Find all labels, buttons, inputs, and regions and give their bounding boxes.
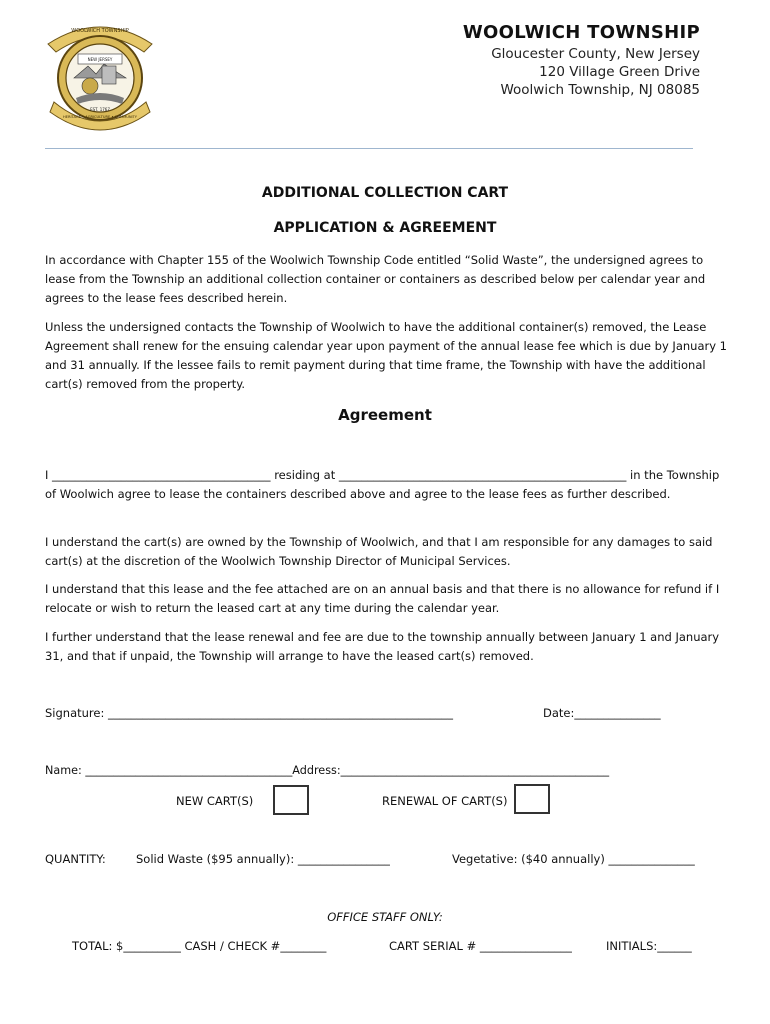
county-line: Gloucester County, New Jersey (491, 46, 700, 62)
agreement-heading: Agreement (338, 406, 432, 424)
header-divider (45, 148, 693, 149)
cart-serial-field[interactable]: CART SERIAL # ________________ (389, 939, 572, 953)
seal-year: EST. 1767 (90, 107, 110, 112)
total-payment-field[interactable]: TOTAL: $__________ CASH / CHECK #________ (72, 939, 327, 953)
seal-inner-text: NEW JERSEY (87, 57, 113, 62)
date-field[interactable]: Date:_______________ (543, 706, 661, 720)
renewal-paragraph: Unless the undersigned contacts the Township of Woolwich to have the additional container(s) removed, the Lease Agreement shall renew for the ensuing calendar year upon payment of the annual lease fee which is due by January 1 and 31 annually. If the lessee fails to remit payment during that time frame, the Township with have the additional cart(s) removed from the property. (45, 320, 727, 391)
solid-waste-field[interactable]: Solid Waste ($95 annually): ________________ (136, 852, 390, 866)
form-title: ADDITIONAL COLLECTION CART (261, 185, 509, 201)
agreement-statement: I ______________________________________ residing at __________________________________________________ in the Township of Woolwich agree to lease the containers described above and agree to the lease fees as further described. (45, 468, 720, 501)
ownership-paragraph: I understand the cart(s) are owned by the Township of Woolwich, and that I am responsible for any damages to said cart(s) at the discretion of the Woolwich Township Director of Municipal Services. (45, 535, 713, 568)
quantity-label: QUANTITY: (45, 852, 106, 866)
office-staff-label: OFFICE STAFF ONLY: (327, 910, 443, 924)
signature-field[interactable]: Signature: ____________________________________________________________ (45, 706, 454, 720)
street-line: 120 Village Green Drive (539, 64, 700, 80)
township-seal (44, 14, 156, 138)
renewal-checkbox[interactable] (514, 784, 550, 814)
new-carts-label: NEW CART(S) (176, 794, 254, 808)
renewal-fee-paragraph: I further understand that the lease renewal and fee are due to the township annually between January 1 and January 31, and that if unpaid, the Township will arrange to have the leased cart(s) removed. (45, 630, 720, 663)
new-carts-checkbox[interactable] (273, 785, 309, 815)
seal-top-text: WOOLWICH TOWNSHIP (71, 28, 129, 34)
intro-paragraph: In accordance with Chapter 155 of the Woolwich Township Code entitled “Solid Waste”, the undersigned agrees to lease from the Township an additional collection container or containers as described below per calendar year and agrees to the lease fees described herein. (45, 253, 706, 305)
seal-graphic (44, 14, 156, 138)
name-address-field[interactable]: Name: _____________________________________Address:________________________________________________ (45, 764, 610, 777)
form-subtitle: APPLICATION & AGREEMENT (273, 220, 497, 236)
vegetative-field[interactable]: Vegetative: ($40 annually) _______________ (452, 852, 695, 866)
refund-paragraph: I understand that this lease and the fee attached are on an annual basis and that there is no allowance for refund if I relocate or wish to return the leased cart at any time during the calendar year. (45, 582, 720, 615)
township-title: WOOLWICH TOWNSHIP (462, 22, 700, 43)
city-line: Woolwich Township, NJ 08085 (500, 82, 700, 98)
initials-field[interactable]: INITIALS:______ (606, 939, 692, 953)
renewal-label: RENEWAL OF CART(S) (382, 794, 508, 808)
seal-bottom-text: HERITAGE • AGRICULTURE • COMMUNITY (63, 115, 137, 119)
